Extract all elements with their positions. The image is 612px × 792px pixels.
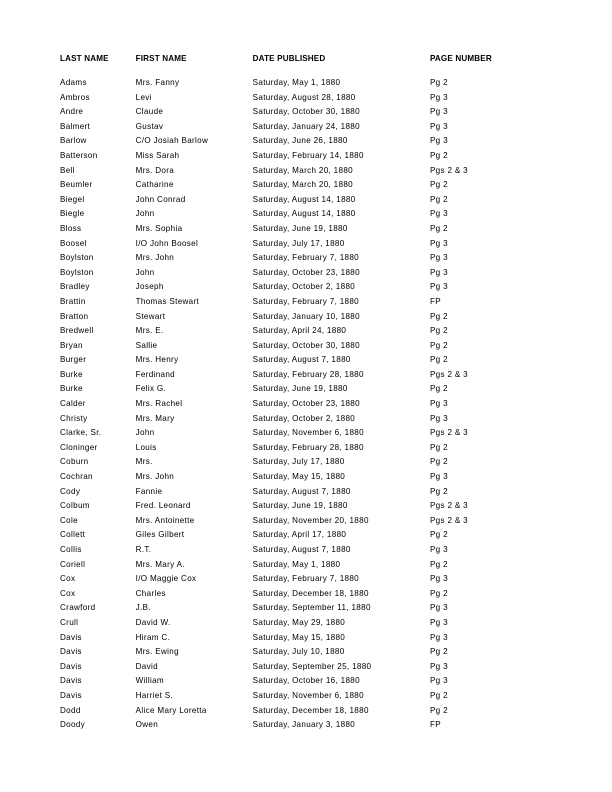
- cell-date-published: Saturday, July 17, 1880: [252, 457, 345, 467]
- cell-first-name: John: [135, 209, 155, 219]
- cell-page-number: Pg 3: [429, 282, 448, 292]
- cell-page-number: Pg 2: [429, 530, 448, 540]
- cell-last-name: Cox: [60, 588, 76, 598]
- cell-first-name: Thomas Stewart: [135, 296, 200, 306]
- cell-last-name: Bell: [60, 165, 75, 175]
- cell-page-number: Pg 3: [429, 545, 448, 554]
- cell-first-name: Mrs. John: [135, 472, 175, 482]
- index-table: [60, 52, 560, 733]
- cell-last-name: Burke: [60, 384, 83, 394]
- cell-date-published: Saturday, June 19, 1880: [252, 501, 348, 511]
- table-row: [60, 645, 560, 660]
- cell-date-published: Saturday, August 14, 1880: [252, 209, 356, 219]
- cell-last-name: Biegel: [60, 194, 85, 204]
- table-row: [60, 558, 560, 573]
- table-header-row: [60, 52, 560, 76]
- cell-last-name: Bratton: [60, 311, 89, 321]
- cell-page-number: Pgs 2 & 3: [429, 501, 468, 511]
- cell-date-published: Saturday, August 7, 1880: [252, 545, 351, 554]
- table-row: [60, 674, 560, 689]
- cell-page-number: Pg 3: [429, 399, 448, 409]
- cell-date-published: Saturday, February 28, 1880: [252, 442, 364, 452]
- table-row: [60, 412, 560, 427]
- table-body: [60, 76, 560, 733]
- cell-first-name: Levi: [135, 92, 152, 102]
- cell-date-published: Saturday, July 10, 1880: [252, 647, 345, 657]
- cell-last-name: Coriell: [60, 559, 86, 569]
- cell-page-number: Pg 2: [429, 355, 448, 365]
- cell-page-number: Pgs 2 & 3: [429, 165, 468, 175]
- cell-last-name: Davis: [60, 661, 82, 671]
- cell-last-name: Crull: [60, 617, 79, 627]
- cell-date-published: Saturday, September 11, 1880: [252, 603, 371, 613]
- cell-page-number: Pg 3: [429, 253, 448, 263]
- cell-first-name: Hiram C.: [135, 632, 171, 642]
- cell-page-number: Pg 2: [429, 326, 448, 336]
- cell-date-published: Saturday, October 23, 1880: [252, 399, 360, 409]
- cell-date-published: Saturday, August 7, 1880: [252, 355, 351, 365]
- cell-last-name: Cox: [60, 574, 76, 584]
- table-row: [60, 397, 560, 412]
- table-row: [60, 704, 560, 719]
- cell-date-published: Saturday, March 20, 1880: [252, 180, 353, 190]
- cell-date-published: Saturday, December 18, 1880: [252, 588, 369, 598]
- cell-date-published: Saturday, September 25, 1880: [252, 661, 372, 671]
- cell-last-name: Cody: [60, 486, 81, 496]
- cell-last-name: Batterson: [60, 150, 98, 160]
- cell-first-name: Stewart: [135, 311, 166, 321]
- cell-date-published: Saturday, October 2, 1880: [252, 413, 356, 423]
- table-row: [60, 485, 560, 500]
- cell-first-name: Mrs.: [135, 457, 153, 467]
- cell-last-name: Biegle: [60, 209, 85, 219]
- cell-page-number: Pg 3: [429, 107, 448, 117]
- cell-date-published: Saturday, April 17, 1880: [252, 530, 347, 540]
- table-row: [60, 499, 560, 514]
- cell-date-published: Saturday, May 15, 1880: [252, 632, 346, 642]
- cell-page-number: Pg 3: [429, 676, 448, 686]
- cell-last-name: Bradley: [60, 282, 90, 292]
- cell-first-name: Mrs. Henry: [135, 355, 179, 365]
- table-row: [60, 295, 560, 310]
- column-header-date-published: DATE PUBLISHED: [252, 54, 326, 63]
- cell-page-number: Pg 3: [429, 267, 448, 277]
- cell-last-name: Boylston: [60, 253, 94, 263]
- table-row: [60, 587, 560, 602]
- table-row: [60, 178, 560, 193]
- cell-date-published: Saturday, February 28, 1880: [252, 369, 364, 379]
- cell-first-name: Harriet S.: [135, 690, 174, 700]
- table-row: [60, 572, 560, 587]
- cell-first-name: Charles: [135, 588, 166, 598]
- cell-page-number: Pg 2: [429, 705, 448, 715]
- table-row: [60, 514, 560, 529]
- table-row: [60, 105, 560, 120]
- cell-first-name: Mrs. Dora: [135, 165, 175, 175]
- cell-first-name: Mrs. Rachel: [135, 399, 183, 409]
- table-row: [60, 149, 560, 164]
- cell-last-name: Andre: [60, 107, 84, 117]
- cell-page-number: Pg 3: [429, 136, 448, 146]
- cell-page-number: Pg 2: [429, 486, 448, 496]
- table-row: [60, 120, 560, 135]
- cell-page-number: Pg 3: [429, 472, 448, 482]
- table-row: [60, 266, 560, 281]
- table-row: [60, 280, 560, 295]
- cell-date-published: Saturday, June 19, 1880: [252, 384, 348, 394]
- cell-date-published: Saturday, February 7, 1880: [252, 253, 360, 263]
- cell-page-number: Pg 2: [429, 690, 448, 700]
- cell-first-name: Catharine: [135, 180, 174, 190]
- cell-first-name: David: [135, 661, 158, 671]
- cell-date-published: Saturday, July 17, 1880: [252, 238, 345, 248]
- table-row: [60, 310, 560, 325]
- cell-page-number: Pg 2: [429, 559, 448, 569]
- table-row: [60, 718, 560, 733]
- cell-date-published: Saturday, August 14, 1880: [252, 194, 356, 204]
- table-row: [60, 222, 560, 237]
- cell-page-number: Pg 2: [429, 194, 448, 204]
- table-row: [60, 134, 560, 149]
- table-row: [60, 616, 560, 631]
- cell-last-name: Cloninger: [60, 442, 98, 452]
- cell-date-published: Saturday, December 18, 1880: [252, 705, 369, 715]
- cell-date-published: Saturday, October 23, 1880: [252, 267, 360, 277]
- cell-last-name: Ambros: [60, 92, 90, 102]
- cell-last-name: Coburn: [60, 457, 89, 467]
- cell-date-published: Saturday, August 28, 1880: [252, 92, 356, 102]
- cell-page-number: Pg 2: [429, 150, 448, 160]
- cell-last-name: Cochran: [60, 472, 93, 482]
- table-row: [60, 543, 560, 558]
- table-row: [60, 689, 560, 704]
- cell-first-name: Fred. Leonard: [135, 501, 191, 511]
- cell-date-published: Saturday, May 1, 1880: [252, 559, 341, 569]
- cell-page-number: Pg 3: [429, 574, 448, 584]
- cell-last-name: Balmert: [60, 121, 91, 131]
- cell-date-published: Saturday, June 19, 1880: [252, 223, 348, 233]
- cell-last-name: Burke: [60, 369, 83, 379]
- cell-first-name: Gustav: [135, 121, 164, 131]
- cell-last-name: Boosel: [60, 238, 87, 248]
- cell-last-name: Doody: [60, 720, 86, 730]
- cell-date-published: Saturday, August 7, 1880: [252, 486, 351, 496]
- cell-first-name: C/O Josiah Barlow: [135, 136, 209, 146]
- cell-page-number: Pg 3: [429, 413, 448, 423]
- cell-first-name: Joseph: [135, 282, 164, 292]
- cell-date-published: Saturday, February 7, 1880: [252, 574, 360, 584]
- cell-date-published: Saturday, January 3, 1880: [252, 720, 356, 730]
- table-row: [60, 207, 560, 222]
- cell-last-name: Colbum: [60, 501, 90, 511]
- cell-page-number: Pgs 2 & 3: [429, 515, 468, 525]
- cell-page-number: Pg 2: [429, 311, 448, 321]
- cell-first-name: John: [135, 428, 155, 438]
- table-row: [60, 353, 560, 368]
- cell-last-name: Dodd: [60, 705, 81, 715]
- cell-last-name: Beumler: [60, 180, 93, 190]
- cell-first-name: Mrs. John: [135, 253, 175, 263]
- cell-date-published: Saturday, November 6, 1880: [252, 428, 364, 438]
- cell-last-name: Cole: [60, 515, 78, 525]
- cell-first-name: Fannie: [135, 486, 163, 496]
- table-row: [60, 251, 560, 266]
- table-row: [60, 237, 560, 252]
- cell-last-name: Christy: [60, 413, 88, 423]
- cell-first-name: Claude: [135, 107, 164, 117]
- cell-first-name: John Conrad: [135, 194, 186, 204]
- cell-last-name: Brattin: [60, 296, 86, 306]
- cell-last-name: Davis: [60, 632, 82, 642]
- cell-page-number: Pg 3: [429, 238, 448, 248]
- cell-last-name: Burger: [60, 355, 87, 365]
- table-row: [60, 164, 560, 179]
- table-row: [60, 470, 560, 485]
- cell-last-name: Davis: [60, 676, 82, 686]
- cell-date-published: Saturday, April 24, 1880: [252, 326, 347, 336]
- table-row: [60, 426, 560, 441]
- cell-date-published: Saturday, October 2, 1880: [252, 282, 356, 292]
- cell-date-published: Saturday, October 16, 1880: [252, 676, 360, 686]
- cell-first-name: Sallie: [135, 340, 158, 350]
- cell-last-name: Bredwell: [60, 326, 94, 336]
- cell-first-name: Ferdinand: [135, 369, 176, 379]
- cell-last-name: Bryan: [60, 340, 83, 350]
- cell-date-published: Saturday, October 30, 1880: [252, 107, 360, 117]
- cell-page-number: Pg 2: [429, 384, 448, 394]
- cell-last-name: Davis: [60, 647, 82, 657]
- column-header-page-number: PAGE NUMBER: [429, 54, 492, 63]
- table-row: [60, 660, 560, 675]
- cell-date-published: Saturday, November 20, 1880: [252, 515, 369, 525]
- cell-page-number: Pg 2: [429, 647, 448, 657]
- cell-first-name: William: [135, 676, 164, 686]
- cell-first-name: Alice Mary Loretta: [135, 705, 207, 715]
- column-header-first-name: FIRST NAME: [135, 54, 187, 63]
- cell-page-number: Pg 2: [429, 588, 448, 598]
- cell-page-number: Pg 2: [429, 457, 448, 467]
- cell-first-name: Mrs. Ewing: [135, 647, 179, 657]
- table-row: [60, 528, 560, 543]
- table-row: [60, 601, 560, 616]
- cell-last-name: Calder: [60, 399, 86, 409]
- cell-last-name: Adams: [60, 78, 87, 87]
- table-row: [60, 339, 560, 354]
- cell-page-number: FP: [429, 720, 441, 730]
- cell-first-name: Miss Sarah: [135, 150, 180, 160]
- cell-first-name: I/O Maggie Cox: [135, 574, 197, 584]
- cell-page-number: Pg 3: [429, 661, 448, 671]
- cell-first-name: R.T.: [135, 545, 152, 554]
- cell-date-published: Saturday, May 29, 1880: [252, 617, 346, 627]
- cell-first-name: Owen: [135, 720, 159, 730]
- cell-page-number: Pg 3: [429, 209, 448, 219]
- column-header-last-name: LAST NAME: [60, 54, 109, 63]
- cell-last-name: Bloss: [60, 223, 82, 233]
- cell-date-published: Saturday, May 15, 1880: [252, 472, 346, 482]
- cell-page-number: Pg 3: [429, 92, 448, 102]
- table-row: [60, 368, 560, 383]
- cell-page-number: Pg 2: [429, 180, 448, 190]
- cell-page-number: Pg 3: [429, 617, 448, 627]
- table-row: [60, 631, 560, 646]
- cell-last-name: Barlow: [60, 136, 87, 146]
- cell-last-name: Boylston: [60, 267, 94, 277]
- cell-page-number: Pg 2: [429, 78, 448, 87]
- cell-last-name: Clarke, Sr.: [60, 428, 102, 438]
- table-row: [60, 91, 560, 106]
- table-row: [60, 324, 560, 339]
- cell-date-published: Saturday, January 24, 1880: [252, 121, 360, 131]
- cell-first-name: J.B.: [135, 603, 151, 613]
- table-row: [60, 455, 560, 470]
- cell-page-number: Pg 3: [429, 121, 448, 131]
- cell-last-name: Crawford: [60, 603, 96, 613]
- cell-first-name: Mrs. Mary: [135, 413, 175, 423]
- cell-first-name: John: [135, 267, 155, 277]
- cell-date-published: Saturday, February 7, 1880: [252, 296, 360, 306]
- cell-first-name: David W.: [135, 617, 171, 627]
- cell-page-number: Pg 3: [429, 632, 448, 642]
- cell-first-name: Mrs. Sophia: [135, 223, 183, 233]
- cell-date-published: Saturday, February 14, 1880: [252, 150, 364, 160]
- cell-first-name: Mrs. E.: [135, 326, 164, 336]
- cell-date-published: Saturday, November 6, 1880: [252, 690, 364, 700]
- cell-first-name: Mrs. Mary A.: [135, 559, 185, 569]
- table-row: [60, 441, 560, 456]
- cell-page-number: Pgs 2 & 3: [429, 428, 468, 438]
- cell-page-number: Pg 3: [429, 603, 448, 613]
- cell-page-number: Pgs 2 & 3: [429, 369, 468, 379]
- cell-first-name: Giles Gilbert: [135, 530, 185, 540]
- cell-page-number: Pg 2: [429, 340, 448, 350]
- cell-first-name: Louis: [135, 442, 157, 452]
- cell-first-name: I/O John Boosel: [135, 238, 199, 248]
- cell-first-name: Mrs. Antoinette: [135, 515, 195, 525]
- table-header: [60, 52, 560, 76]
- cell-date-published: Saturday, June 26, 1880: [252, 136, 348, 146]
- cell-date-published: Saturday, May 1, 1880: [252, 78, 341, 87]
- cell-page-number: Pg 2: [429, 223, 448, 233]
- cell-last-name: Davis: [60, 690, 82, 700]
- cell-page-number: Pg 2: [429, 442, 448, 452]
- cell-first-name: Felix G.: [135, 384, 167, 394]
- cell-first-name: Mrs. Fanny: [135, 78, 180, 87]
- table-row: [60, 193, 560, 208]
- cell-date-published: Saturday, March 20, 1880: [252, 165, 353, 175]
- cell-date-published: Saturday, January 10, 1880: [252, 311, 360, 321]
- cell-last-name: Collis: [60, 545, 82, 554]
- cell-page-number: FP: [429, 296, 441, 306]
- table-row: [60, 382, 560, 397]
- cell-last-name: Collett: [60, 530, 86, 540]
- cell-date-published: Saturday, October 30, 1880: [252, 340, 360, 350]
- table-row: [60, 76, 560, 91]
